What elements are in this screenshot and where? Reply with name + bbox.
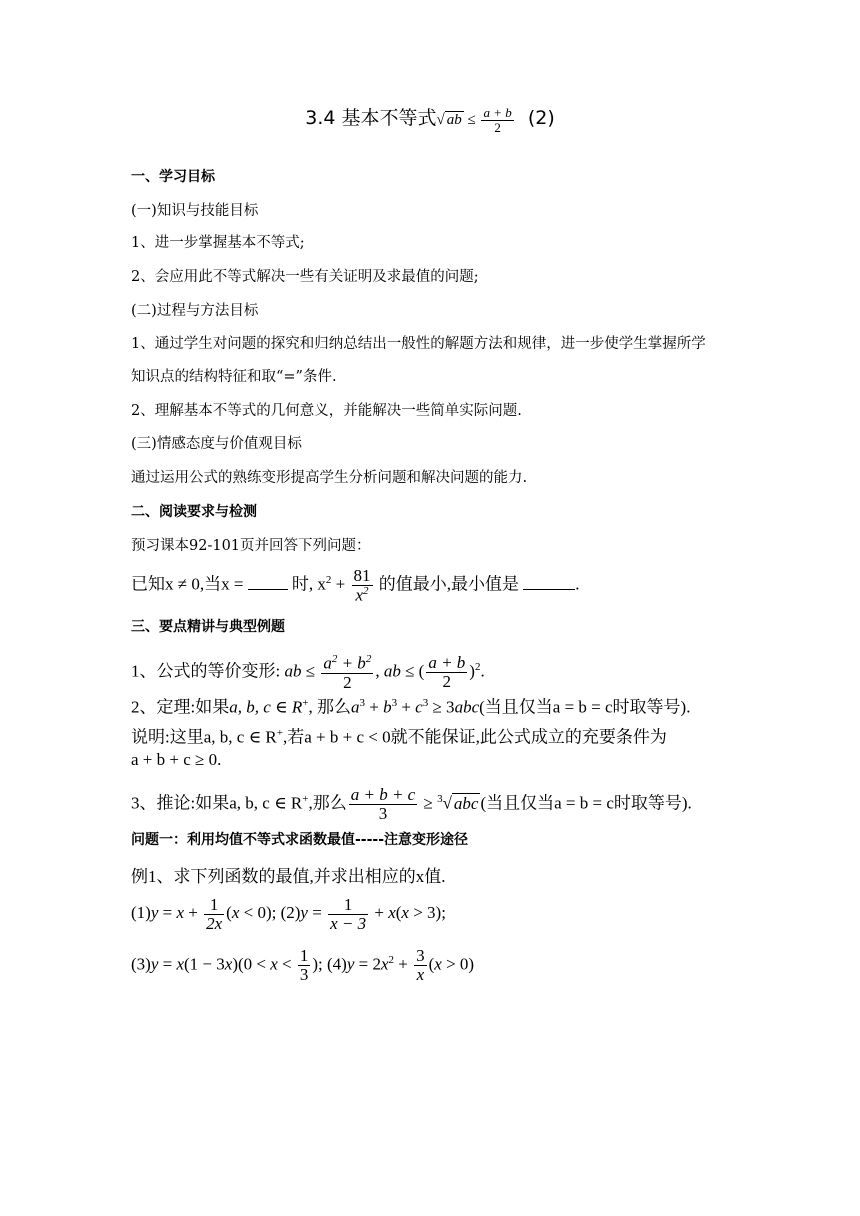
note-line-1: 说明:这里a, b, c ∈ R+,若a + b + c < 0就不能保证,此公式成立的充要条件为 [131, 727, 667, 747]
example-1-parts-1-2: (1)y = x + $\frac{1}{2x}$ (x < 0); (2)y = $\frac{1}{x - 3}$ + x(x > 3); [131, 894, 446, 933]
s2-preview: 预习课本92-101页并回答下列问题： [131, 538, 371, 554]
s1-item-1: 1、进一步掌握基本不等式; [131, 235, 305, 251]
s1-subheading-1: (一)知识与技能目标 [131, 203, 259, 219]
question-text-d: . [575, 574, 580, 594]
s2-question: 已知x ≠ 0,当x = 时, $x^2$ + $\frac{81}{x^2}$ 的值最小,最小值是 . [131, 566, 580, 605]
answer-blank-2[interactable] [523, 589, 575, 590]
page-title [0, 103, 860, 135]
title-suffix: (2) [527, 107, 555, 129]
section2-heading: 二、阅读要求与检测 [131, 504, 257, 520]
s1-item-3-line2: 知识点的结构特征和取“=”条件. [131, 369, 337, 385]
s1-item-2: 2、会应用此不等式解决一些有关证明及求最值的问题; [131, 269, 479, 285]
problem-1-heading: 问题一：利用均值不等式求函数最值-----注意变形途径 [131, 832, 469, 848]
question-text-c: 的值最小,最小值是 [378, 574, 520, 594]
answer-blank-1[interactable] [248, 589, 288, 590]
section1-heading: 一、学习目标 [131, 169, 215, 185]
s1-subheading-3: (三)情感态度与价值观目标 [131, 436, 302, 452]
section3-heading: 三、要点精讲与典型例题 [131, 619, 285, 635]
point-3: 3、推论:如果a, b, c ∈ R+,那么 $\frac{a + b + c}{3}$ ≥ $^3$√ abc (当且仅当a = b = c时取等号). [131, 785, 692, 824]
point-3-rest: (当且仅当a = b = c时取等号). [480, 793, 692, 813]
example-1-parts-3-4: (3)y = x(1 − 3x)(0 < x < $\frac{1}{3}$ ); $(4)y = 2x^2$ + $\frac{3}{x}$ (x > 0) [131, 946, 475, 985]
question-text-a: 已知x ≠ 0,当x = [131, 574, 244, 594]
point-1-lead: 1、公式的等价变形: [131, 661, 281, 681]
s1-item-5: 通过运用公式的熟练变形提高学生分析问题和解决问题的能力. [131, 470, 528, 486]
question-text-b: 时, x [291, 574, 326, 594]
note-text-b: ,若a + b + c < 0就不能保证,此公式成立的充要条件为 [282, 727, 667, 747]
title-text: 3.4 基本不等式 [305, 107, 437, 129]
s1-item-3-line1: 1、通过学生对问题的探究和归纳总结出一般性的解题方法和规律，进一步使学生掌握所学 [131, 336, 706, 352]
point-1: 1、公式的等价变形: ab ≤ $\frac{a^2 + b^2}{2}$ , ab ≤ ( $\frac{a + b}{2}$ )$^2$. [131, 653, 485, 692]
s1-item-4: 2、理解基本不等式的几何意义，并能解决一些简单实际问题. [131, 403, 522, 419]
point-2: 2、定理:如果a, b, c ∈ R+, 那么$a^3 + b^3 + c^3 \ge 3abc$(当且仅当a = b = c时取等号). [131, 697, 691, 717]
point-2-rest: (当且仅当a = b = c时取等号). [479, 697, 691, 717]
point-2-lead: 2、定理:如果 [131, 697, 230, 717]
point-3-mid: ,那么 [308, 793, 347, 813]
note-line-2: a + b + c ≥ 0. [131, 750, 222, 769]
example-1: 例1、求下列函数的最值,并求出相应的x值. [131, 867, 446, 886]
title-formula: √ ab ≤ $\frac{a + b}{2}$ [436, 105, 512, 136]
s1-subheading-2: (二)过程与方法目标 [131, 303, 259, 319]
note-text-a: 说明:这里a, b, c ∈ R [131, 727, 277, 747]
point-3-lead: 3、推论:如果a, b, c ∈ R [131, 793, 303, 813]
